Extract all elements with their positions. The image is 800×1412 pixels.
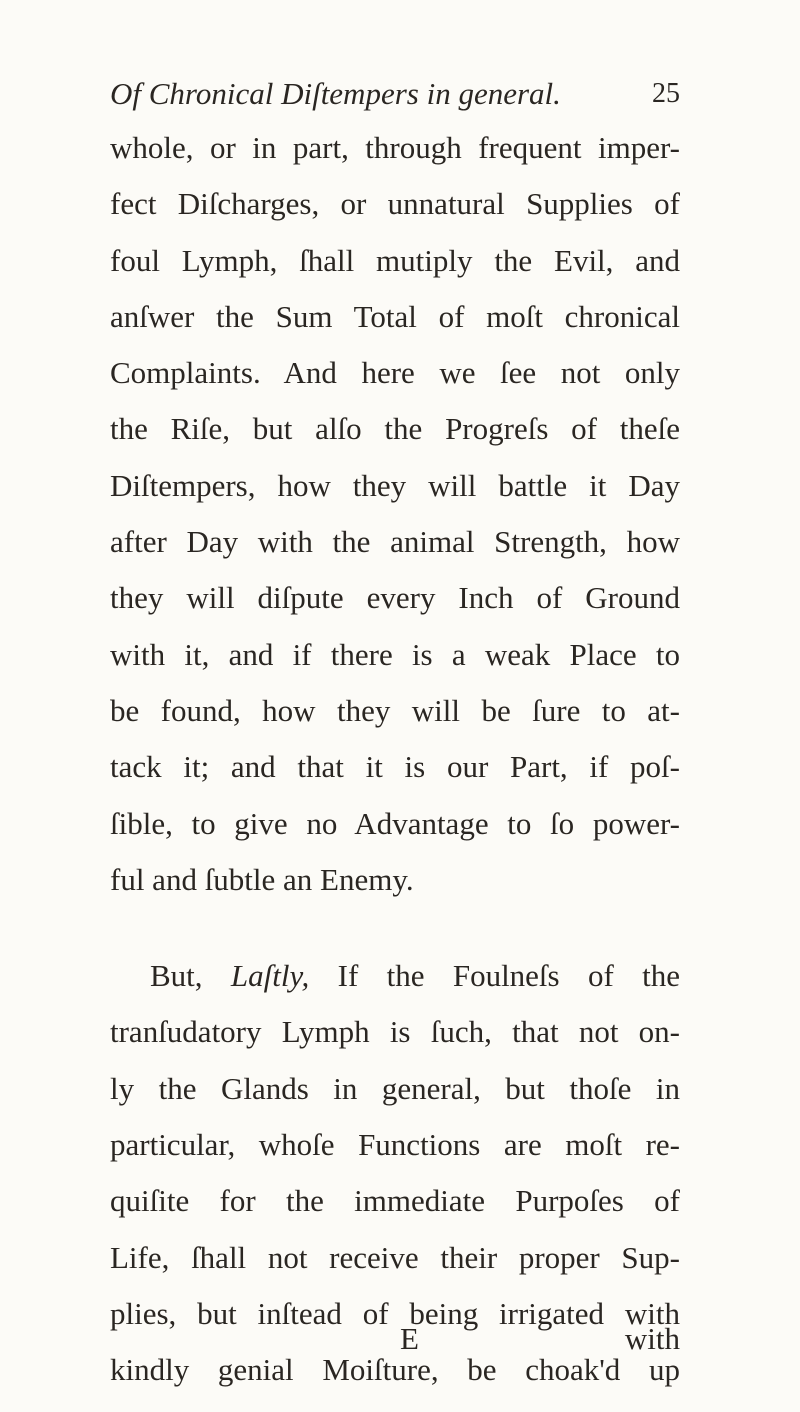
text-line: tranſudatory Lymph is ſuch, that not on- — [110, 1014, 680, 1050]
text-line: Complaints. And here we ſee not only — [110, 355, 680, 391]
text-line: fect Diſcharges, or unnatural Supplies of — [110, 186, 680, 222]
text-line: be found, how they will be ſure to at- — [110, 692, 680, 728]
lead-italic-word: Laſtly, — [230, 958, 310, 994]
text-line: Life, ſhall not receive their proper Sup- — [110, 1239, 680, 1275]
paragraph-1 — [110, 120, 680, 908]
text-line: the Riſe, but alſo the Progreſs of theſe — [110, 411, 680, 447]
text-line: anſwer the Sum Total of moſt chronical — [110, 298, 680, 334]
text-line: whole, or in part, through frequent imper- — [110, 130, 680, 165]
first-line-rest: If the Foulneſs of the — [309, 958, 680, 994]
text-line: ly the Glands in general, but thoſe in — [110, 1070, 680, 1106]
paragraph-gap — [110, 908, 680, 948]
text-line: they will diſpute every Inch of Ground — [110, 580, 680, 616]
text-line: Diſtempers, how they will battle it Day — [110, 467, 680, 503]
text-line: ful and ſubtle an Enemy. — [110, 861, 414, 897]
body-text — [110, 120, 680, 1399]
catchline — [110, 1315, 680, 1363]
lead-word: But, — [150, 958, 231, 994]
text-line: ſible, to give no Advantage to ſo power- — [110, 805, 680, 841]
page-number: 25 — [652, 78, 680, 109]
text-line: foul Lymph, ſhall mutiply the Evil, and — [110, 242, 680, 278]
text-line: quiſite for the immediate Purpoſes of — [110, 1183, 680, 1219]
text-line: plies, but inſtead of being irrigated with — [110, 1295, 680, 1331]
text-line — [110, 948, 680, 1004]
running-head — [110, 70, 680, 118]
text-line: particular, whoſe Functions are moſt re- — [110, 1127, 680, 1163]
signature-mark: E — [400, 1321, 419, 1356]
text-line: with it, and if there is a weak Place to — [110, 636, 680, 672]
text-line: tack it; and that it is our Part, if poſ- — [110, 749, 680, 785]
running-head-title: Of Chronical Diſtempers in general. — [110, 76, 561, 111]
catchword: with — [624, 1321, 680, 1356]
text-line: after Day with the animal Strength, how — [110, 524, 680, 560]
text-line: kindly genial Moiſture, be choak'd up — [110, 1352, 680, 1388]
